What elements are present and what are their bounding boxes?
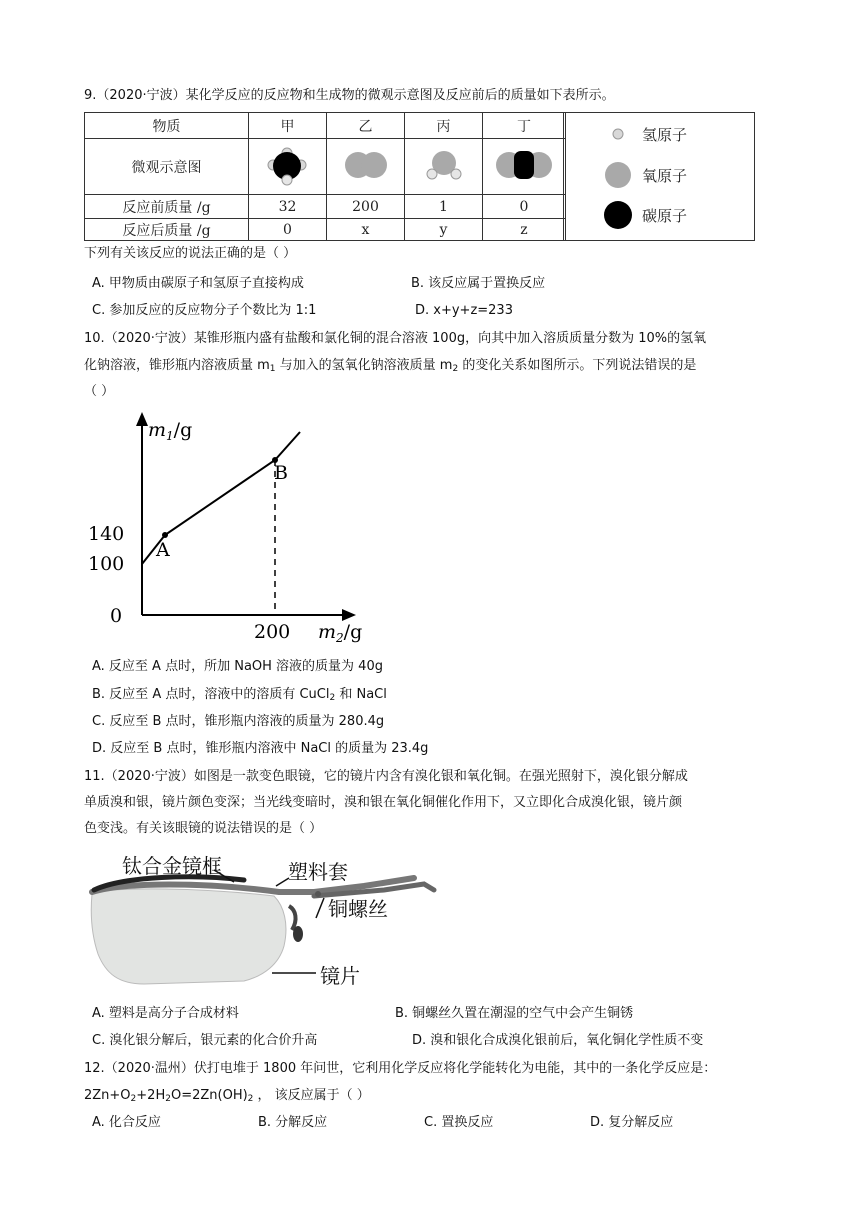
q10-option-b xyxy=(92,685,387,705)
q11-option-b: B. 铜螺丝久置在潮湿的空气中会产生铜锈 xyxy=(395,1006,634,1021)
q10-option-d: D. 反应至 B 点时，锥形瓶内溶液中 NaCl 的质量为 23.4g xyxy=(92,741,429,756)
legend-carbon: 碳原子 xyxy=(642,207,688,225)
label-screw: 铜螺丝 xyxy=(328,897,388,921)
glasses-figure xyxy=(84,846,444,996)
molecule-bing xyxy=(405,139,483,195)
equation-text: O=2Zn(OH) xyxy=(170,1088,248,1103)
q12-option-c: C. 置换反应 xyxy=(424,1115,494,1130)
q9-option-d: D. x+y+z=233 xyxy=(415,303,513,318)
q11-stem-line3: 色变浅。有关该眼镜的说法错误的是（ ） xyxy=(84,821,323,836)
label-sleeve: 塑料套 xyxy=(288,860,348,884)
q12-option-a: A. 化合反应 xyxy=(92,1115,161,1130)
q10-stem-line1: 10.（2020·宁波）某锥形瓶内盛有盐酸和氯化铜的混合溶液 100g，向其中加入溶质质量分数为 10%的氢氧 xyxy=(84,331,707,346)
subscript: 2 xyxy=(247,1094,254,1104)
table-cell: 200 xyxy=(327,195,405,219)
subscript: 2 xyxy=(452,364,459,374)
molecule-yi xyxy=(327,139,405,195)
molecule-jia xyxy=(249,139,327,195)
table-cell: 32 xyxy=(249,195,327,219)
subscript: 2 xyxy=(329,693,336,703)
label-frame: 钛合金镜框 xyxy=(122,854,222,878)
subscript: 2 xyxy=(165,1094,171,1104)
graph-tick-100: 100 xyxy=(88,553,125,575)
q11-stem-line1: 11.（2020·宁波）如图是一款变色眼镜，它的镜片内含有溴化银和氧化铜。在强光照射下，溴化银分解成 xyxy=(84,769,688,784)
graph-x-label: $m_2/g$ xyxy=(318,621,363,645)
q12-equation xyxy=(84,1086,370,1106)
graph-point-b: B xyxy=(274,462,288,484)
q12-option-d: D. 复分解反应 xyxy=(590,1115,674,1130)
table-cell: z xyxy=(483,219,566,241)
q10-stem-line2 xyxy=(84,356,696,376)
q11-stem-line2: 单质溴和银，镜片颜色变深；当光线变暗时，溴和银在氧化铜催化作用下，又立即化合成溴化银，镜片颜 xyxy=(84,795,683,810)
equation-text: ， 该反应属于（ ） xyxy=(253,1088,370,1103)
q9-table xyxy=(84,112,566,241)
table-header-cell: 丙 xyxy=(405,113,483,139)
table-header-cell: 甲 xyxy=(249,113,327,139)
q10-option-b-text: 和 NaCl xyxy=(335,687,387,702)
table-header-cell: 丁 xyxy=(483,113,566,139)
table-header-cell: 物质 xyxy=(85,113,249,139)
legend-hydrogen: 氢原子 xyxy=(642,126,688,144)
q10-option-c: C. 反应至 B 点时，锥形瓶内溶液的质量为 280.4g xyxy=(92,714,385,729)
q12-stem-line1: 12.（2020·温州）伏打电堆于 1800 年问世，它利用化学反应将化学能转化为电能，其中的一条化学反应是： xyxy=(84,1061,717,1076)
q12-option-b: B. 分解反应 xyxy=(258,1115,328,1130)
table-header-cell: 乙 xyxy=(327,113,405,139)
table-row-label: 反应后质量 /g xyxy=(85,219,249,241)
q9-prompt: 下列有关该反应的说法正确的是（ ） xyxy=(84,246,297,261)
q10-stem-text: 与加入的氢氧化钠溶液质量 m xyxy=(275,358,453,373)
q9-option-c: C. 参加反应的反应物分子个数比为 1:1 xyxy=(92,303,317,318)
table-cell: x xyxy=(327,219,405,241)
equation-text: 2Zn+O xyxy=(84,1088,131,1103)
atom-legend xyxy=(563,112,755,241)
q11-option-d: D. 溴和银化合成溴化银前后，氧化铜化学性质不变 xyxy=(412,1033,704,1048)
q11-option-c: C. 溴化银分解后，银元素的化合价升高 xyxy=(92,1033,318,1048)
q10-option-b-text: B. 反应至 A 点时，溶液中的溶质有 CuCl xyxy=(92,687,330,702)
legend-oxygen: 氧原子 xyxy=(642,167,688,185)
q11-option-a: A. 塑料是高分子合成材料 xyxy=(92,1006,239,1021)
table-cell: 1 xyxy=(405,195,483,219)
table-row-label: 反应前质量 /g xyxy=(85,195,249,219)
label-lens: 镜片 xyxy=(320,964,360,988)
graph-tick-140: 140 xyxy=(88,523,125,545)
q10-stem-text: 的变化关系如图所示。下列说法错误的是 xyxy=(458,358,697,373)
q10-option-a: A. 反应至 A 点时，所加 NaOH 溶液的质量为 40g xyxy=(92,659,383,674)
graph-point-a: A xyxy=(156,539,170,561)
molecule-ding xyxy=(483,139,566,195)
q9-option-a: A. 甲物质由碳原子和氢原子直接构成 xyxy=(92,276,304,291)
table-row-label: 微观示意图 xyxy=(85,139,249,195)
q9-option-b: B. 该反应属于置换反应 xyxy=(411,276,546,291)
q10-graph xyxy=(84,408,374,648)
q9-stem: 9.（2020·宁波）某化学反应的反应物和生成物的微观示意图及反应前后的质量如下表所示。 xyxy=(84,88,615,103)
graph-tick-200: 200 xyxy=(254,621,291,643)
q10-stem-text: 化钠溶液，锥形瓶内溶液质量 m xyxy=(84,358,270,373)
q10-stem-line3: （ ） xyxy=(84,384,115,399)
table-cell: 0 xyxy=(483,195,566,219)
equation-text: +2H xyxy=(136,1088,166,1103)
subscript: 2 xyxy=(130,1094,137,1104)
table-cell: 0 xyxy=(249,219,327,241)
table-cell: y xyxy=(405,219,483,241)
subscript: 1 xyxy=(269,364,276,374)
graph-tick-origin: 0 xyxy=(110,605,123,627)
graph-y-label: $m_1/g$ xyxy=(148,419,193,443)
